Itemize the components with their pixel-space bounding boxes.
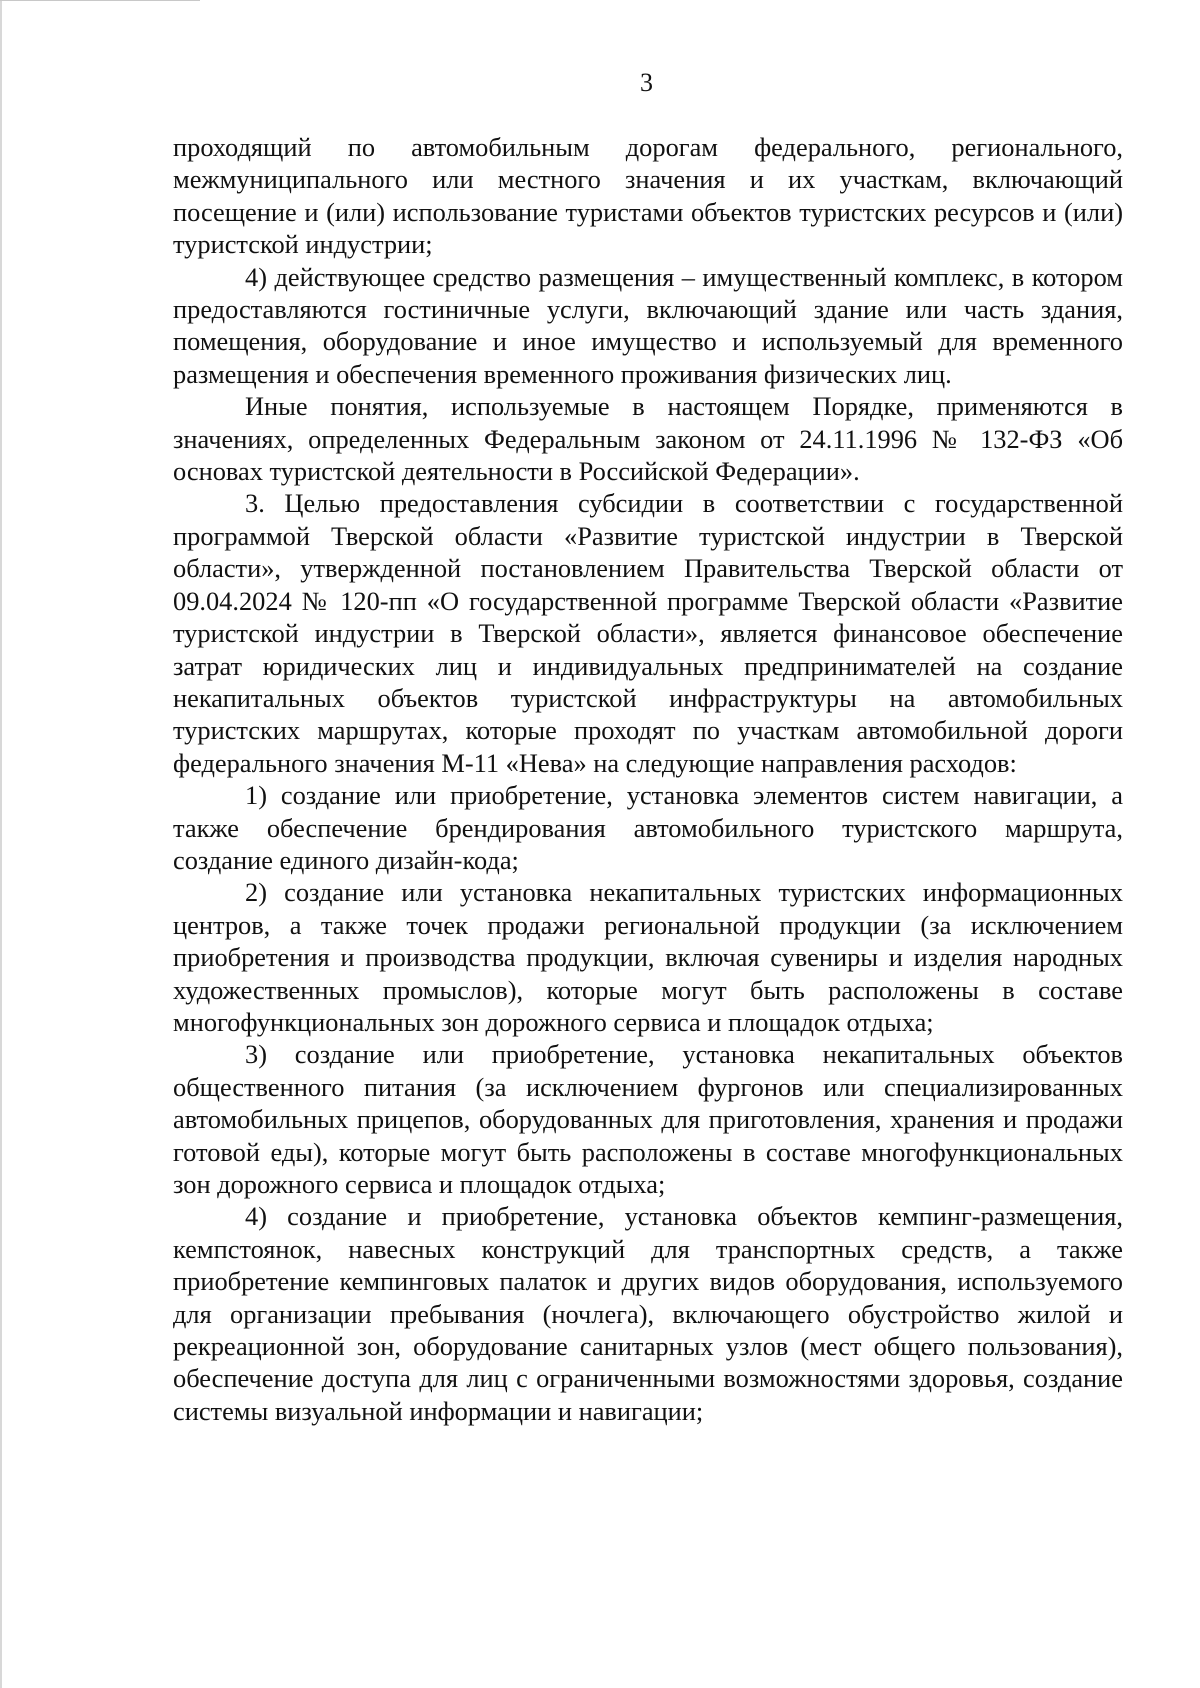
body-text (173, 131, 1123, 1427)
paragraph-other-terms: Иные понятия, используемые в настоящем Порядке, применяются в значениях, определенных Федеральным законом от 24.11.1996 № 132-ФЗ «Об основах туристской деятельности в Российской Федерации». (173, 391, 1123, 487)
paragraph-continuation: проходящий по автомобильным дорогам федерального, регионального, межмуниципального или местного значения и их участкам, включающий посещение и (или) использование туристами объектов туристских ресурсов и (или) туристской индустрии; (173, 132, 1123, 260)
page-number: 3 (640, 68, 653, 97)
paragraph-expense-3: 3) создание или приобретение, установка некапитальных объектов общественного питания (за исключением фургонов или специализированных автомобильных прицепов, оборудованных для приготовления, хранения и продажи готовой еды), которые могут быть расположены в составе многофункциональных зон дорожного сервиса и площадок отдыха; (173, 1039, 1123, 1199)
paragraph-expense-1: 1) создание или приобретение, установка элементов систем навигации, а также обеспечение брендирования автомобильного туристского маршрута, создание единого дизайн-кода; (173, 780, 1123, 875)
paragraph-expense-2: 2) создание или установка некапитальных туристских информационных центров, а также точек продажи региональной продукции (за исключением приобретения и производства продукции, включая сувениры и изделия народных художественных промыслов), которые могут быть расположены в составе многофункциональных зон дорожного сервиса и площадок отдыха; (173, 877, 1123, 1037)
scan-edge-top (0, 0, 200, 1)
scan-edge-left (0, 0, 2, 1688)
paragraph-expense-4: 4) создание и приобретение, установка объектов кемпинг-размещения, кемпстоянок, навесных конструкций для транспортных средств, а также приобретение кемпинговых палаток и других видов оборудования, используемого для организации пребывания (ночлега), включающего обустройство жилой и рекреационной зон, оборудование санитарных узлов (мест общего пользования), обеспечение доступа для лиц с ограниченными возможностями здоровья, создание системы визуальной информации и навигации; (173, 1201, 1123, 1426)
paragraph-item-4-definition: 4) действующее средство размещения – имущественный комплекс, в котором предоставляются гостиничные услуги, включающий здание или часть здания, помещения, оборудование и иное имущество и используемый для временного размещения и обеспечения временного проживания физических лиц. (173, 261, 1123, 389)
paragraph-section-3: 3. Целью предоставления субсидии в соответствии с государственной программой Тверской области «Развитие туристской индустрии в Тверской области», утвержденной постановлением Правительства Тверской области от 09.04.2024 № 120-пп «О государственной программе Тверской области «Развитие туристской индустрии в Тверской области», является финансовое обеспечение затрат юридических лиц и индивидуальных предпринимателей на создание некапитальных объектов туристской инфраструктуры на автомобильных туристских маршрутах, которые проходят по участкам автомобильной дороги федерального значения М-11 «Нева» на следующие направления расходов: (173, 488, 1123, 778)
